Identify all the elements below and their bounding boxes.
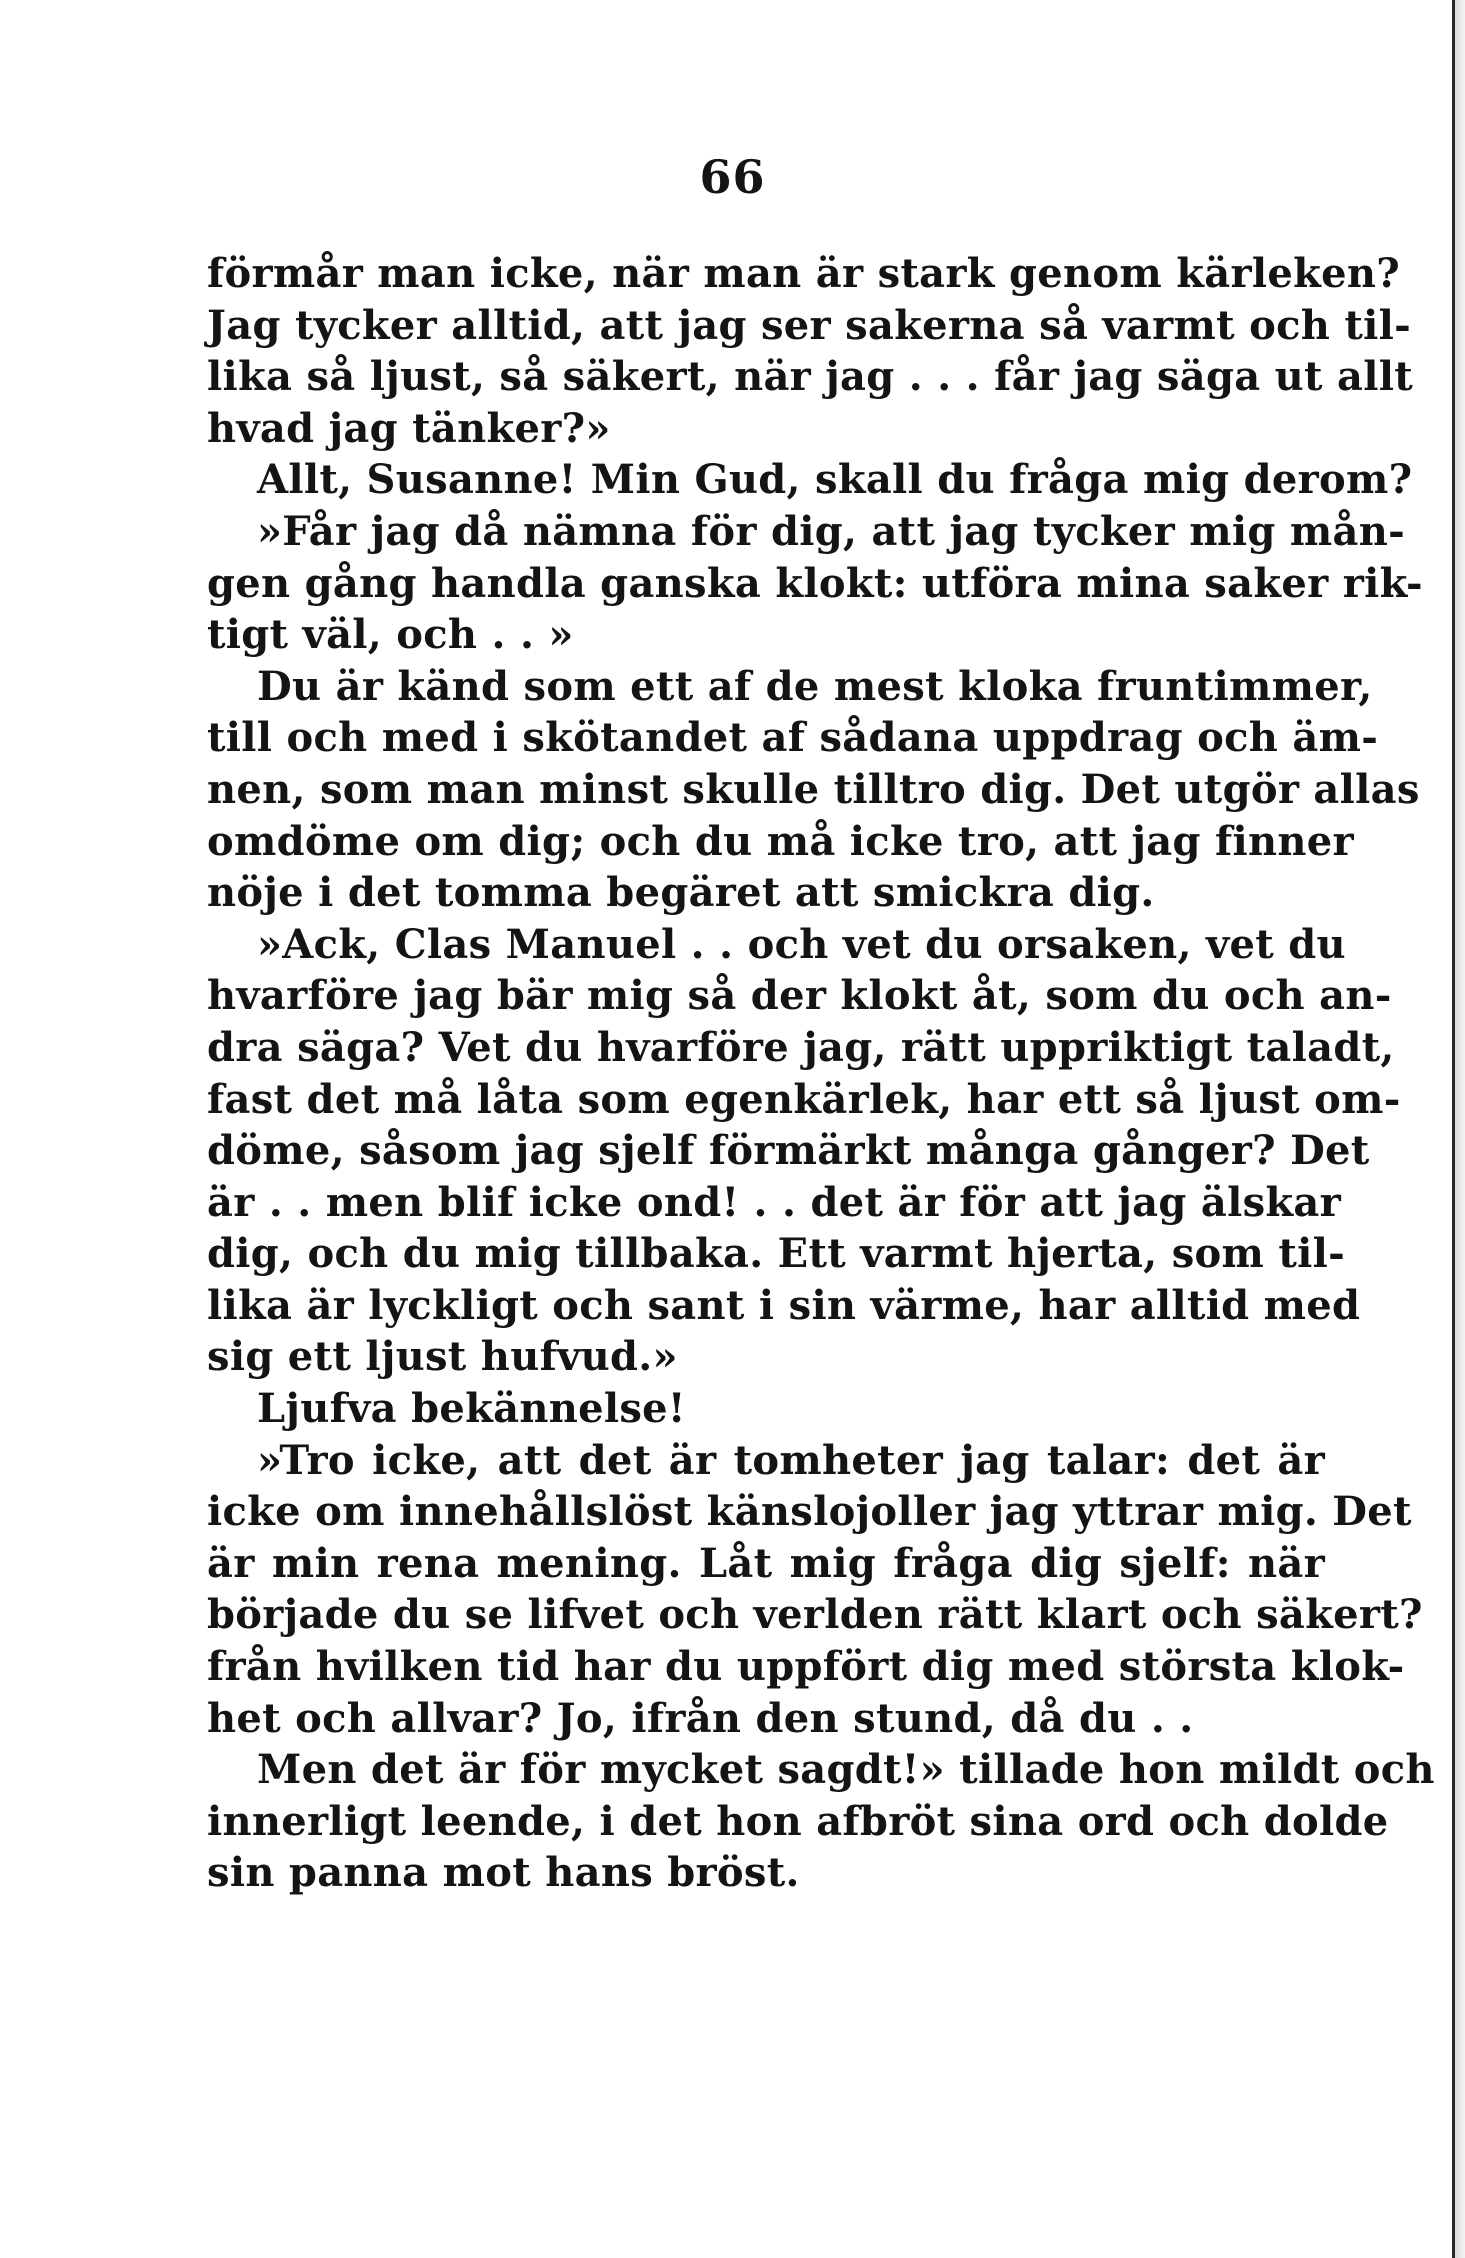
text-line: hvad jag tänker?»: [207, 404, 611, 452]
page-edge: [1452, 0, 1465, 2258]
text-line: Allt, Susanne! Min Gud, skall du fråga mig derom?: [257, 456, 1413, 504]
text-line: »Ack, Clas Manuel . . och vet du orsaken, vet du: [257, 920, 1346, 968]
text-line: Men det är för mycket sagdt!» tillade hon mildt och: [257, 1746, 1435, 1794]
text-line: »Tro icke, att det är tomheter jag talar: det är: [257, 1436, 1325, 1484]
text-line: Du är känd som ett af de mest kloka fruntimmer,: [257, 662, 1373, 710]
text-line: dra säga? Vet du hvarföre jag, rätt uppriktigt taladt,: [207, 1023, 1395, 1071]
text-line: till och med i skötandet af sådana uppdrag och äm-: [207, 714, 1379, 762]
text-line: innerligt leende, i det hon afbröt sina ord och dolde: [207, 1797, 1389, 1845]
text-line: är . . men blif icke ond! . . det är för att jag älskar: [207, 1178, 1341, 1226]
text-line: gen gång handla ganska klokt: utföra mina saker rik-: [207, 559, 1423, 607]
text-line: nen, som man minst skulle tilltro dig. Det utgör allas: [207, 765, 1420, 813]
text-line: hvarföre jag bär mig så der klokt åt, som du och an-: [207, 972, 1392, 1020]
text-line: omdöme om dig; och du må icke tro, att jag finner: [207, 817, 1354, 865]
text-line: är min rena mening. Låt mig fråga dig sjelf: när: [207, 1539, 1325, 1587]
text-line: lika så ljust, så säkert, när jag . . . får jag säga ut allt: [207, 353, 1414, 401]
text-line: Jag tycker alltid, att jag ser sakerna så varmt och til-: [207, 301, 1412, 349]
text-line: förmår man icke, när man är stark genom kärleken?: [207, 250, 1400, 297]
page-number: 66: [699, 150, 766, 204]
text-line: från hvilken tid har du uppfört dig med största klok-: [207, 1643, 1405, 1691]
body-text: [207, 248, 1435, 1899]
text-line: sig ett ljust hufvud.»: [207, 1333, 678, 1381]
text-line: dig, och du mig tillbaka. Ett varmt hjerta, som til-: [207, 1230, 1346, 1278]
text-line: het och allvar? Jo, ifrån den stund, då du . .: [207, 1694, 1194, 1742]
text-line: Ljufva bekännelse!: [257, 1385, 686, 1433]
text-line: började du se lifvet och verlden rätt klart och säkert?: [207, 1591, 1423, 1639]
text-line: sin panna mot hans bröst.: [207, 1849, 800, 1897]
text-line: tigt väl, och . . »: [207, 611, 574, 659]
text-line: nöje i det tomma begäret att smickra dig.: [207, 869, 1155, 917]
text-line: lika är lyckligt och sant i sin värme, har alltid med: [207, 1281, 1361, 1329]
text-line: fast det må låta som egenkärlek, har ett så ljust om-: [207, 1075, 1401, 1123]
text-line: icke om innehållslöst känslojoller jag yttrar mig. Det: [207, 1488, 1412, 1536]
text-line: döme, såsom jag sjelf förmärkt många gånger? Det: [207, 1127, 1370, 1175]
text-line: »Får jag då nämna för dig, att jag tycker mig mån-: [257, 507, 1406, 555]
